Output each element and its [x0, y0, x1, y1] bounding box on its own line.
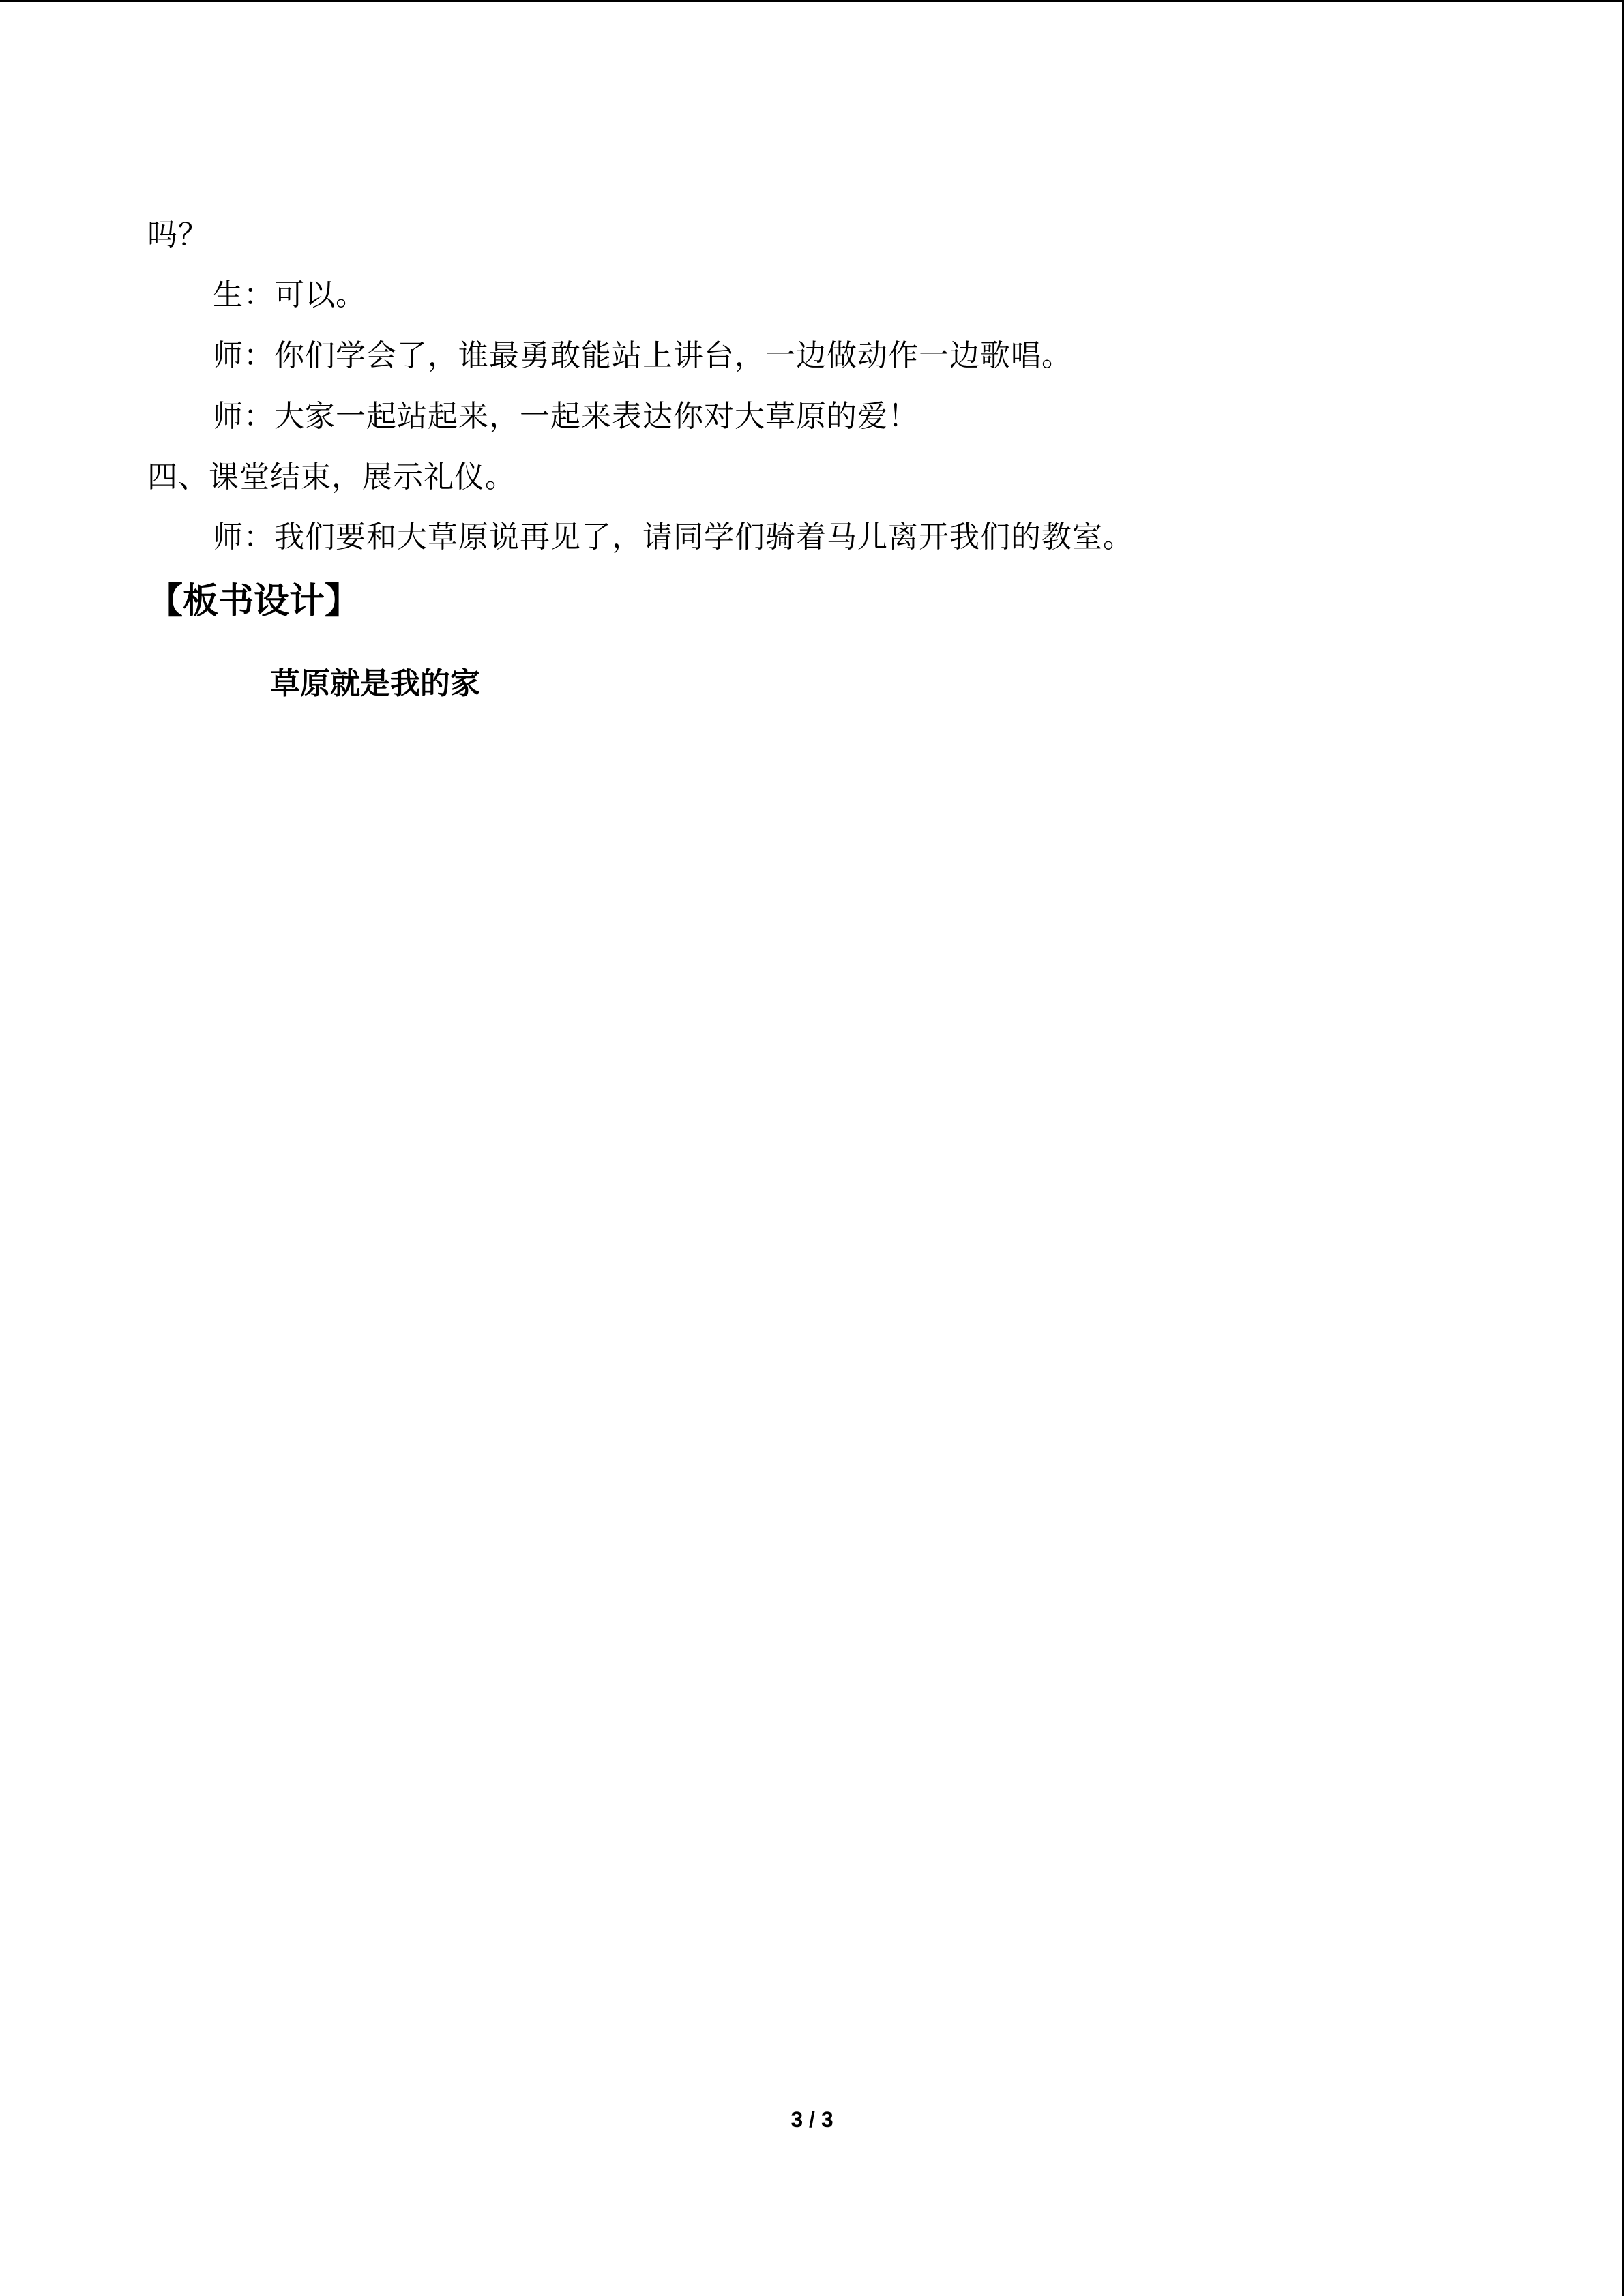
- body-line-teacher-3: 师：我们要和大草原说再见了，请同学们骑着马儿离开我们的教室。: [213, 520, 1134, 554]
- section-heading-board-design: 【板书设计】: [147, 581, 361, 622]
- body-line-continuation: 吗？: [147, 218, 209, 252]
- body-line-student-reply: 生：可以。: [213, 278, 366, 312]
- body-line-teacher-1: 师：你们学会了，谁最勇敢能站上讲台，一边做动作一边歌唱。: [213, 338, 1072, 373]
- page-number: 3 / 3: [791, 2107, 833, 2132]
- body-line-section-four: 四、课堂结束，展示礼仪。: [147, 460, 516, 494]
- body-line-teacher-2: 师：大家一起站起来，一起来表达你对大草原的爱！: [213, 399, 919, 434]
- board-title: 草原就是我的家: [270, 666, 480, 701]
